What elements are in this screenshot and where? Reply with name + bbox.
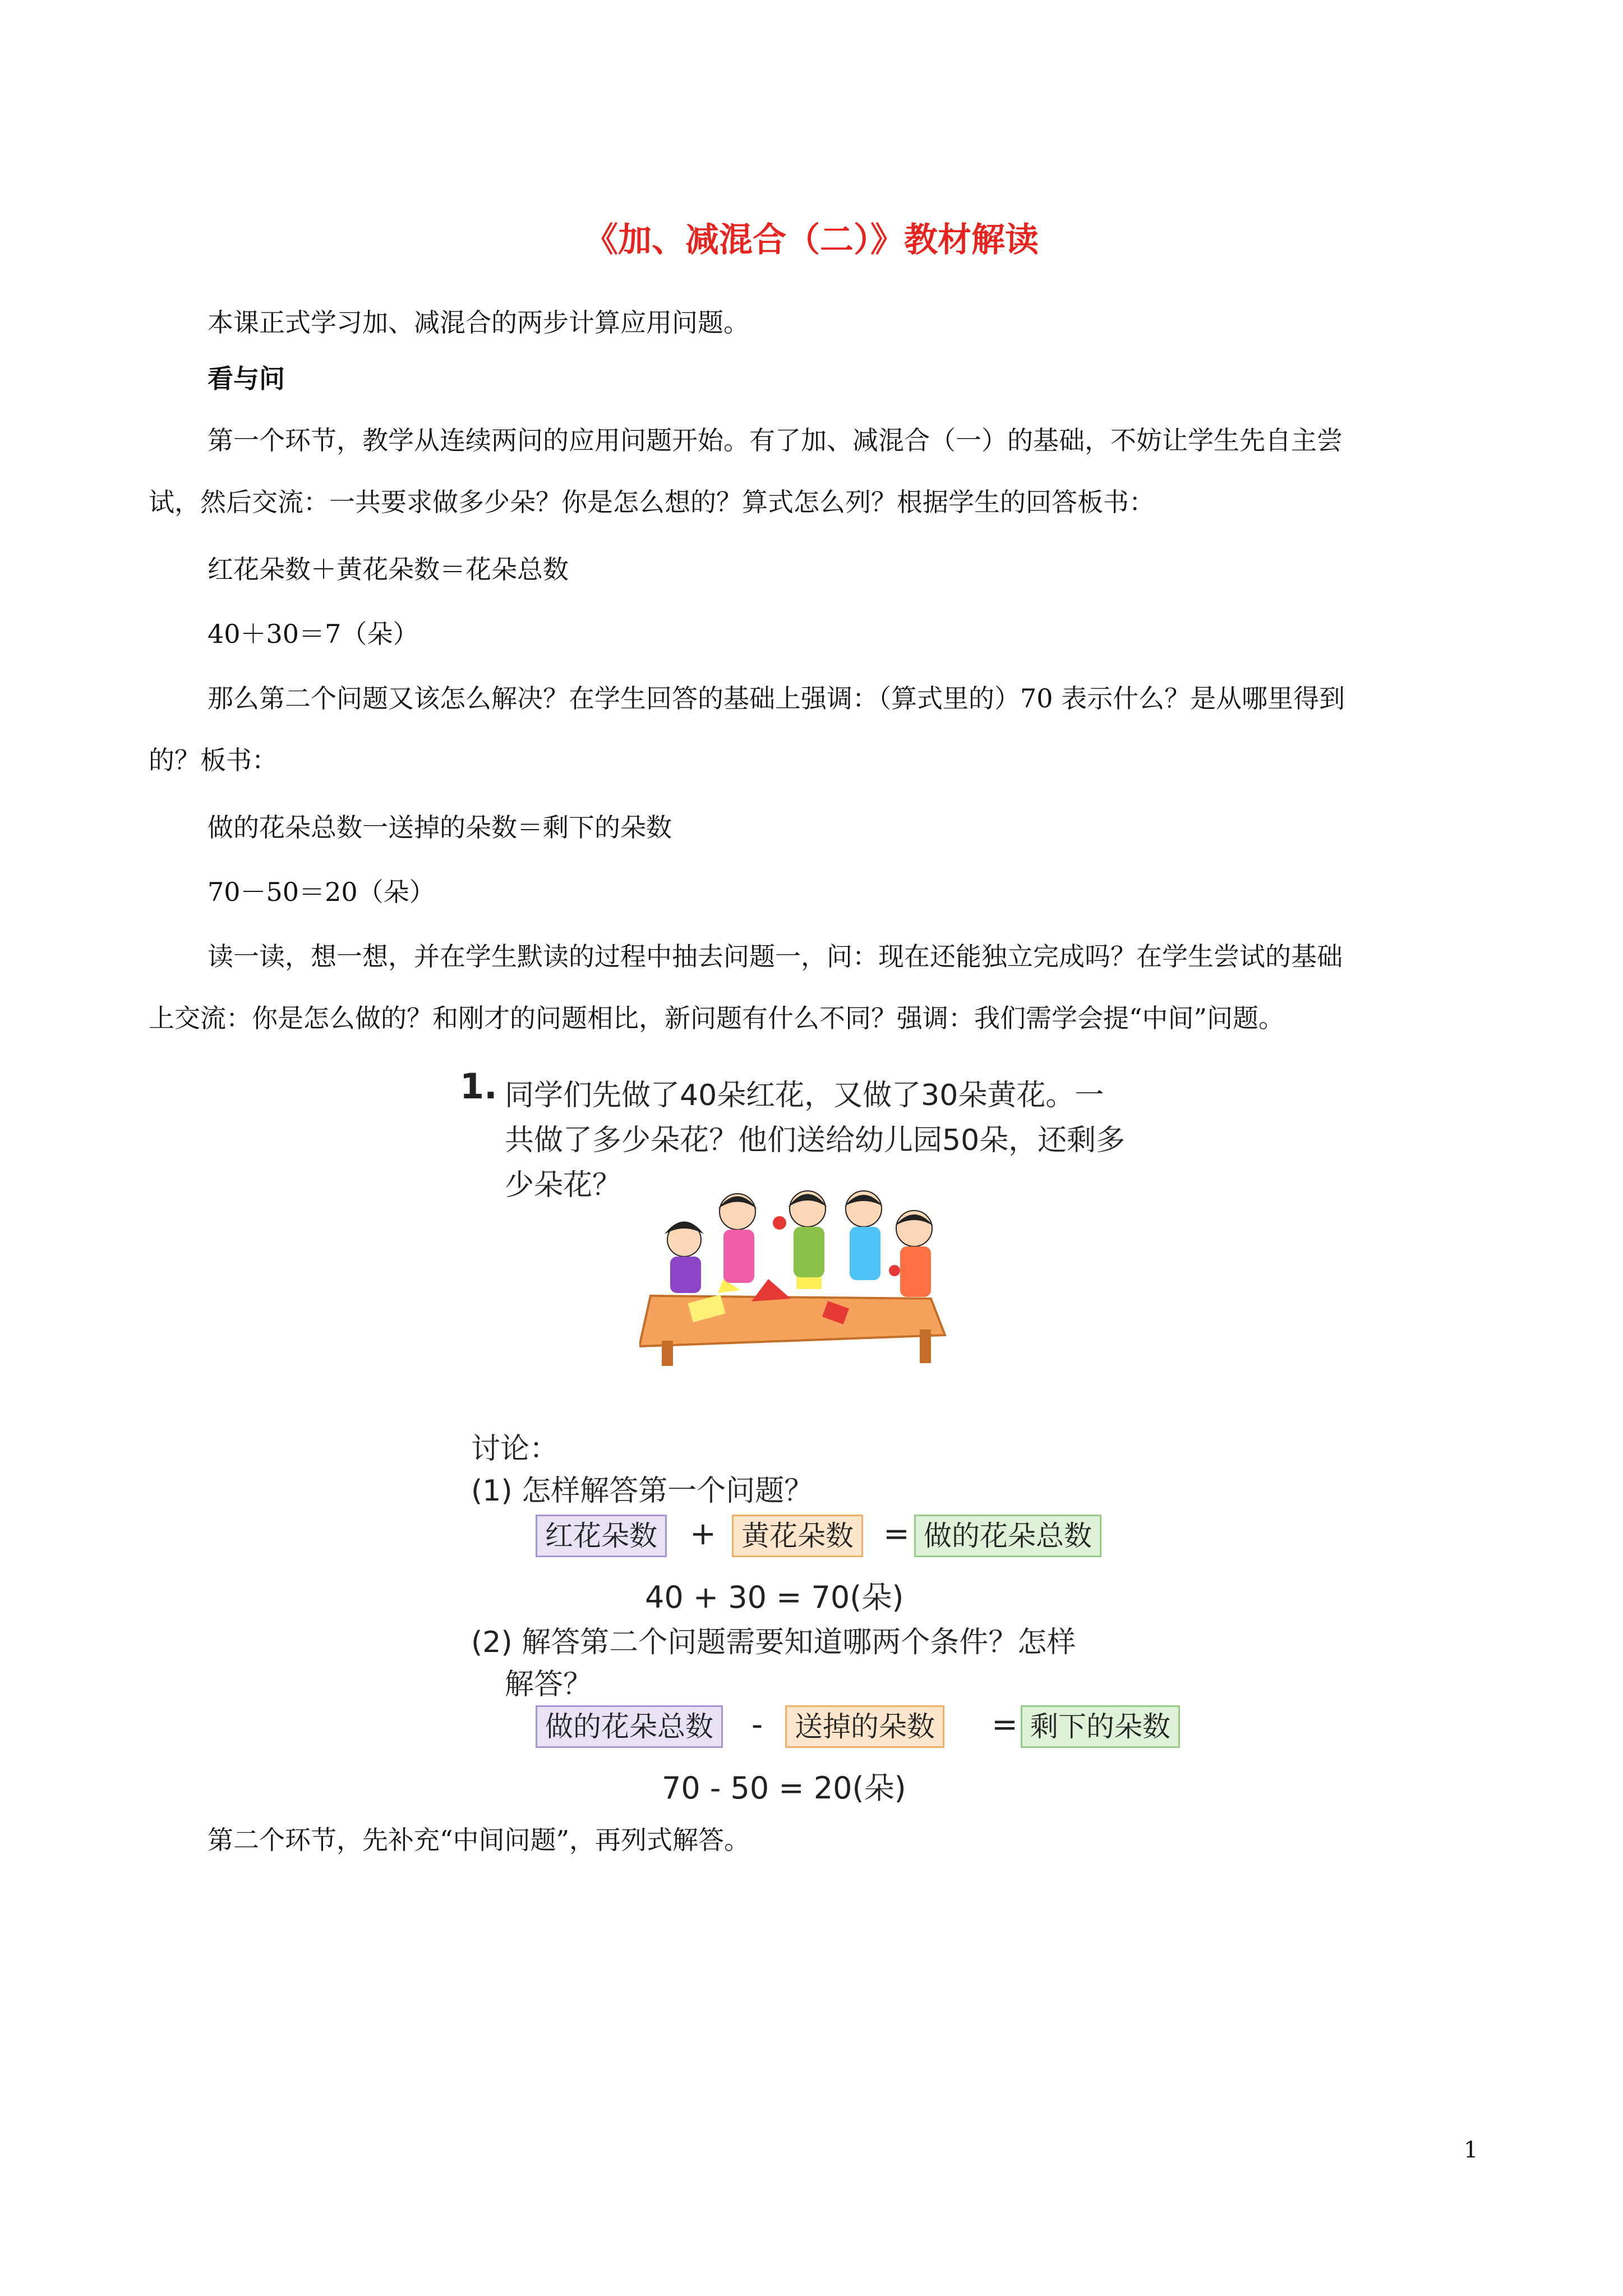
- discussion-question: (1) 怎样解答第一个问题？: [471, 1474, 814, 1508]
- problem-line: 少朵花？: [505, 1168, 622, 1202]
- intro-paragraph: 本课正式学习加、减混合的两步计算应用问题。: [208, 307, 749, 338]
- formula-line: 红花朵数＋黄花朵数＝花朵总数: [208, 554, 569, 585]
- equation-line: 40＋30＝7（朵）: [208, 619, 419, 649]
- paragraph-line: 的？板书：: [149, 745, 278, 775]
- paragraph-line: 读一读，想一想，并在学生默读的过程中抽去问题一，问：现在还能独立完成吗？在学生尝试的基础: [208, 941, 1343, 972]
- paragraph-line: 上交流：你是怎么做的？和刚才的问题相比，新问题有什么不同？强调：我们需学会提“中间”问题。: [149, 1003, 1285, 1033]
- section-heading: 看与问: [208, 364, 285, 394]
- page-number: 1: [1464, 2137, 1478, 2163]
- paragraph-line: 第一个环节，教学从连续两问的应用问题开始。有了加、减混合（一）的基础，不妨让学生先自主尝: [208, 425, 1343, 455]
- paragraph-line: 试，然后交流：一共要求做多少朵？你是怎么想的？算式怎么列？根据学生的回答板书：: [149, 487, 1155, 517]
- total-flowers-box: 做的花朵总数: [536, 1705, 723, 1748]
- table-icon: [639, 1296, 945, 1346]
- equals-sign: =: [883, 1516, 910, 1552]
- calculation-line: 40 + 30 = 70(朵): [645, 1580, 904, 1615]
- minus-sign: -: [751, 1706, 763, 1743]
- discussion-label: 讨论：: [471, 1432, 559, 1466]
- given-away-box: 送掉的朵数: [785, 1705, 944, 1748]
- paragraph-line: 那么第二个问题又该怎么解决？在学生回答的基础上强调：（算式里的）70 表示什么？是从哪里得到: [208, 683, 1345, 714]
- paragraph-line: 第二个环节，先补充“中间问题”，再列式解答。: [208, 1825, 750, 1855]
- calculation-line: 70 - 50 = 20(朵): [662, 1770, 906, 1806]
- problem-line: 同学们先做了40朵红花，又做了30朵黄花。一: [505, 1079, 1104, 1112]
- document-title: 《加、减混合（二）》教材解读: [584, 220, 1039, 260]
- problem-number: 1.: [460, 1066, 497, 1107]
- red-flowers-box: 红花朵数: [536, 1515, 667, 1557]
- remaining-box: 剩下的朵数: [1021, 1705, 1180, 1748]
- equals-sign: =: [992, 1706, 1018, 1743]
- children-illustration: [639, 1178, 953, 1369]
- formula-line: 做的花朵总数一送掉的朵数＝剩下的朵数: [208, 812, 672, 843]
- equation-line: 70－50＝20（朵）: [208, 877, 435, 907]
- yellow-flowers-box: 黄花朵数: [732, 1515, 863, 1557]
- total-flowers-box: 做的花朵总数: [914, 1515, 1101, 1557]
- discussion-question: 解答？: [505, 1668, 593, 1701]
- plus-sign: +: [690, 1516, 716, 1552]
- textbook-figure: [460, 1066, 1211, 1818]
- problem-line: 共做了多少朵花？他们送给幼儿园50朵，还剩多: [505, 1124, 1126, 1157]
- discussion-question: (2) 解答第二个问题需要知道哪两个条件？怎样: [471, 1626, 1076, 1659]
